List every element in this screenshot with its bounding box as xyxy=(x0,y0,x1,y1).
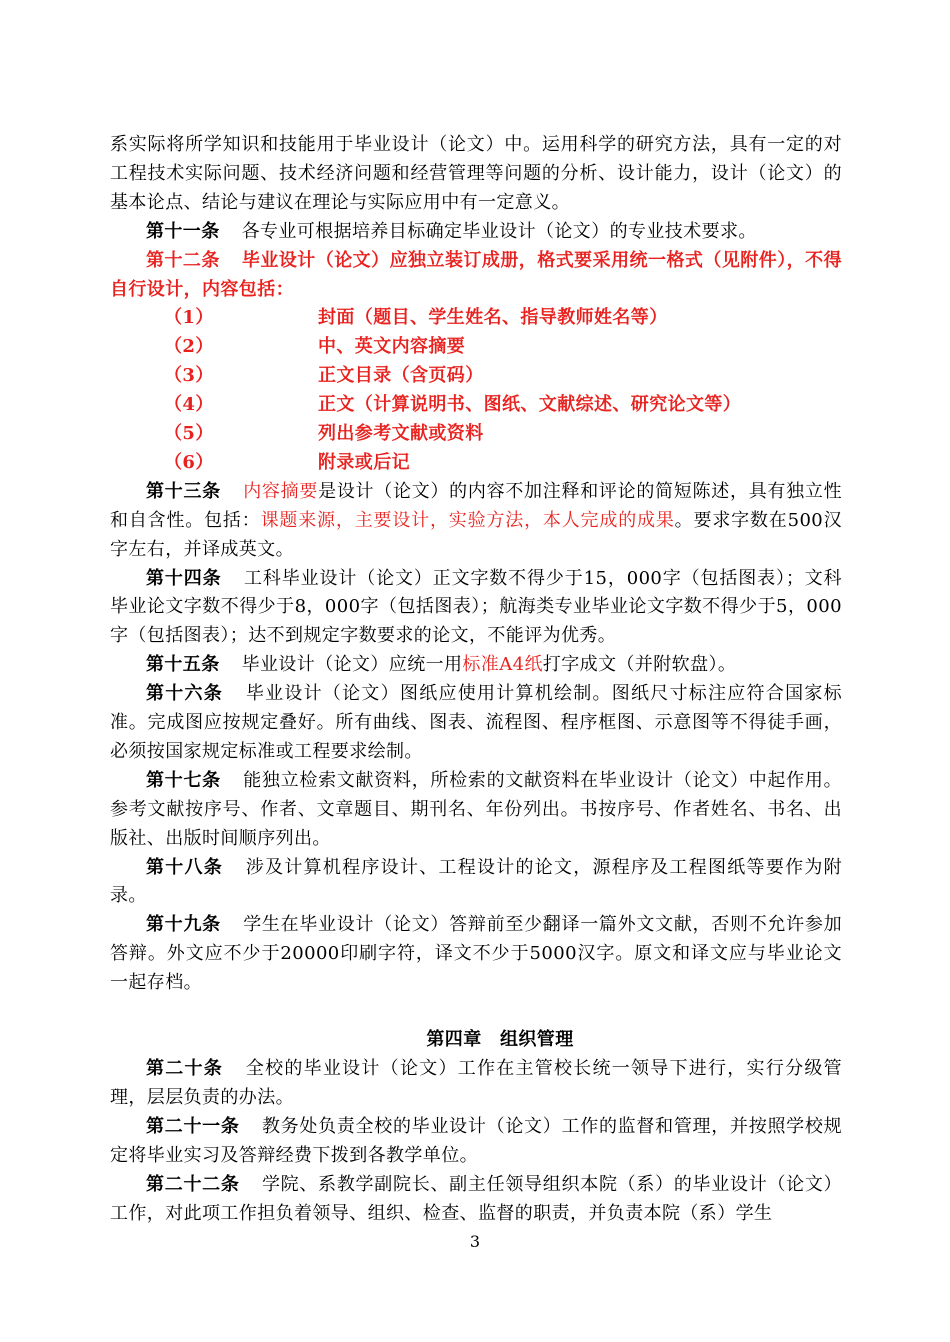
article-19-text: 学生在毕业设计（论文）答辩前至少翻译一篇外文文献，否则不允许参加答辩。外文应不少于20000印刷字符，译文不少于5000汉字。原文和译文应与毕业论文一起存档。 xyxy=(110,914,842,994)
list-item xyxy=(110,333,842,362)
article-17 xyxy=(110,767,842,854)
article-13-highlight-elements: 课题来源，主要设计，实验方法，本人完成的成果 xyxy=(260,509,675,531)
list-item-text: 中、英文内容摘要 xyxy=(318,336,466,358)
article-13-text-2: 。要求字数在500汉字左右，并译成英文。 xyxy=(110,509,842,560)
contents-list xyxy=(110,304,842,477)
article-19 xyxy=(110,911,842,998)
list-item-number: （5） xyxy=(164,423,214,444)
list-item-text: 列出参考文献或资料 xyxy=(318,423,484,444)
article-18 xyxy=(110,854,842,912)
article-14-label: 第十四条 xyxy=(146,567,222,589)
article-20-label: 第二十条 xyxy=(146,1058,224,1079)
article-17-text: 能独立检索文献资料，所检索的文献资料在毕业设计（论文）中起作用。参考文献按序号、作者、文章题目、期刊名、年份列出。书按序号、作者姓名、书名、出版社、出版时间顺序列出。 xyxy=(110,769,842,849)
article-15 xyxy=(110,651,842,680)
chapter-heading: 第四章 组织管理 xyxy=(426,1029,574,1051)
article-11 xyxy=(110,218,842,247)
article-18-label: 第十八条 xyxy=(146,856,224,878)
list-item-number: （2） xyxy=(164,336,214,358)
list-item xyxy=(110,391,842,420)
article-16-label: 第十六条 xyxy=(146,683,224,705)
list-item xyxy=(110,304,842,333)
article-22-text: 学院、系教学副院长、副主任领导组织本院（系）的毕业设计（论文）工作，对此项工作担负着领导、组织、检查、监督的职责，并负责本院（系）学生 xyxy=(110,1173,843,1224)
article-19-label: 第十九条 xyxy=(146,914,221,936)
list-item xyxy=(110,420,842,449)
article-13 xyxy=(110,478,842,565)
article-15-highlight-paper: 标准A4纸 xyxy=(462,654,543,676)
list-item-text: 正文（计算说明书、图纸、文献综述、研究论文等） xyxy=(318,394,742,416)
article-13-text-1: 是设计（论文）的内容不加注释和评论的简短陈述，具有独立性和自含性。包括： xyxy=(110,480,842,531)
article-16-text: 毕业设计（论文）图纸应使用计算机绘制。图纸尺寸标注应符合国家标准。完成图应按规定叠好。所有曲线、图表、流程图、程序框图、示意图等不得徒手画，必须按国家规定标准或工程要求绘制。 xyxy=(110,683,842,762)
article-18-text: 涉及计算机程序设计、工程设计的论文，源程序及工程图纸等要作为附录。 xyxy=(110,856,842,907)
list-item-number: （1） xyxy=(164,307,214,329)
article-20-text: 全校的毕业设计（论文）工作在主管校长统一领导下进行，实行分级管理，层层负责的办法。 xyxy=(110,1058,842,1108)
list-item-text: 正文目录（含页码） xyxy=(318,365,484,387)
article-13-label: 第十三条 xyxy=(146,480,221,502)
article-12-text: 毕业设计（论文）应独立装订成册，格式要采用统一格式（见附件），不得自行设计，内容包括： xyxy=(110,249,842,300)
article-12 xyxy=(110,247,842,305)
article-13-highlight-abstract: 内容摘要 xyxy=(242,480,319,502)
article-21-label: 第二十一条 xyxy=(146,1115,240,1137)
page-number: 3 xyxy=(469,1232,481,1251)
list-item xyxy=(110,362,842,391)
article-14-text: 工科毕业设计（论文）正文字数不得少于15，000字（包括图表）；文科毕业论文字数不得少于8，000字（包括图表）；航海类专业毕业论文字数不得少于5，000字（包括图表）；达不到规定字数要求的论文，不能评为优秀。 xyxy=(110,567,842,647)
article-17-label: 第十七条 xyxy=(146,769,221,791)
list-item-number: （4） xyxy=(164,394,214,416)
list-item-number: （6） xyxy=(164,451,214,473)
list-item-text: 封面（题目、学生姓名、指导教师姓名等） xyxy=(318,307,668,329)
article-16 xyxy=(110,680,842,767)
article-22 xyxy=(110,1171,842,1229)
article-21-text: 教务处负责全校的毕业设计（论文）工作的监督和管理，并按照学校规定将毕业实习及答辩经费下拨到各教学单位。 xyxy=(110,1115,843,1166)
article-15-label: 第十五条 xyxy=(146,654,220,676)
article-14 xyxy=(110,565,842,652)
intro-paragraph: 系实际将所学知识和技能用于毕业设计（论文）中。运用科学的研究方法，具有一定的对工程技术实际问题、技术经济问题和经营管理等问题的分析、设计能力，设计（论文）的基本论点、结论与建议在理论与实际应用中有一定意义。 xyxy=(110,134,842,213)
article-22-label: 第二十二条 xyxy=(146,1173,240,1195)
list-item-number: （3） xyxy=(164,365,214,387)
article-11-text: 各专业可根据培养目标确定毕业设计（论文）的专业技术要求。 xyxy=(241,220,757,242)
article-12-label: 第十二条 xyxy=(146,249,220,271)
article-11-label: 第十一条 xyxy=(146,220,220,242)
article-20 xyxy=(110,1055,842,1113)
document-body xyxy=(110,131,842,1228)
article-21 xyxy=(110,1113,842,1171)
article-15-text-2: 打字成文（并附软盘）。 xyxy=(542,654,737,676)
article-15-text-1: 毕业设计（论文）应统一用 xyxy=(241,654,463,676)
list-item-text: 附录或后记 xyxy=(318,451,410,473)
list-item xyxy=(110,449,842,478)
